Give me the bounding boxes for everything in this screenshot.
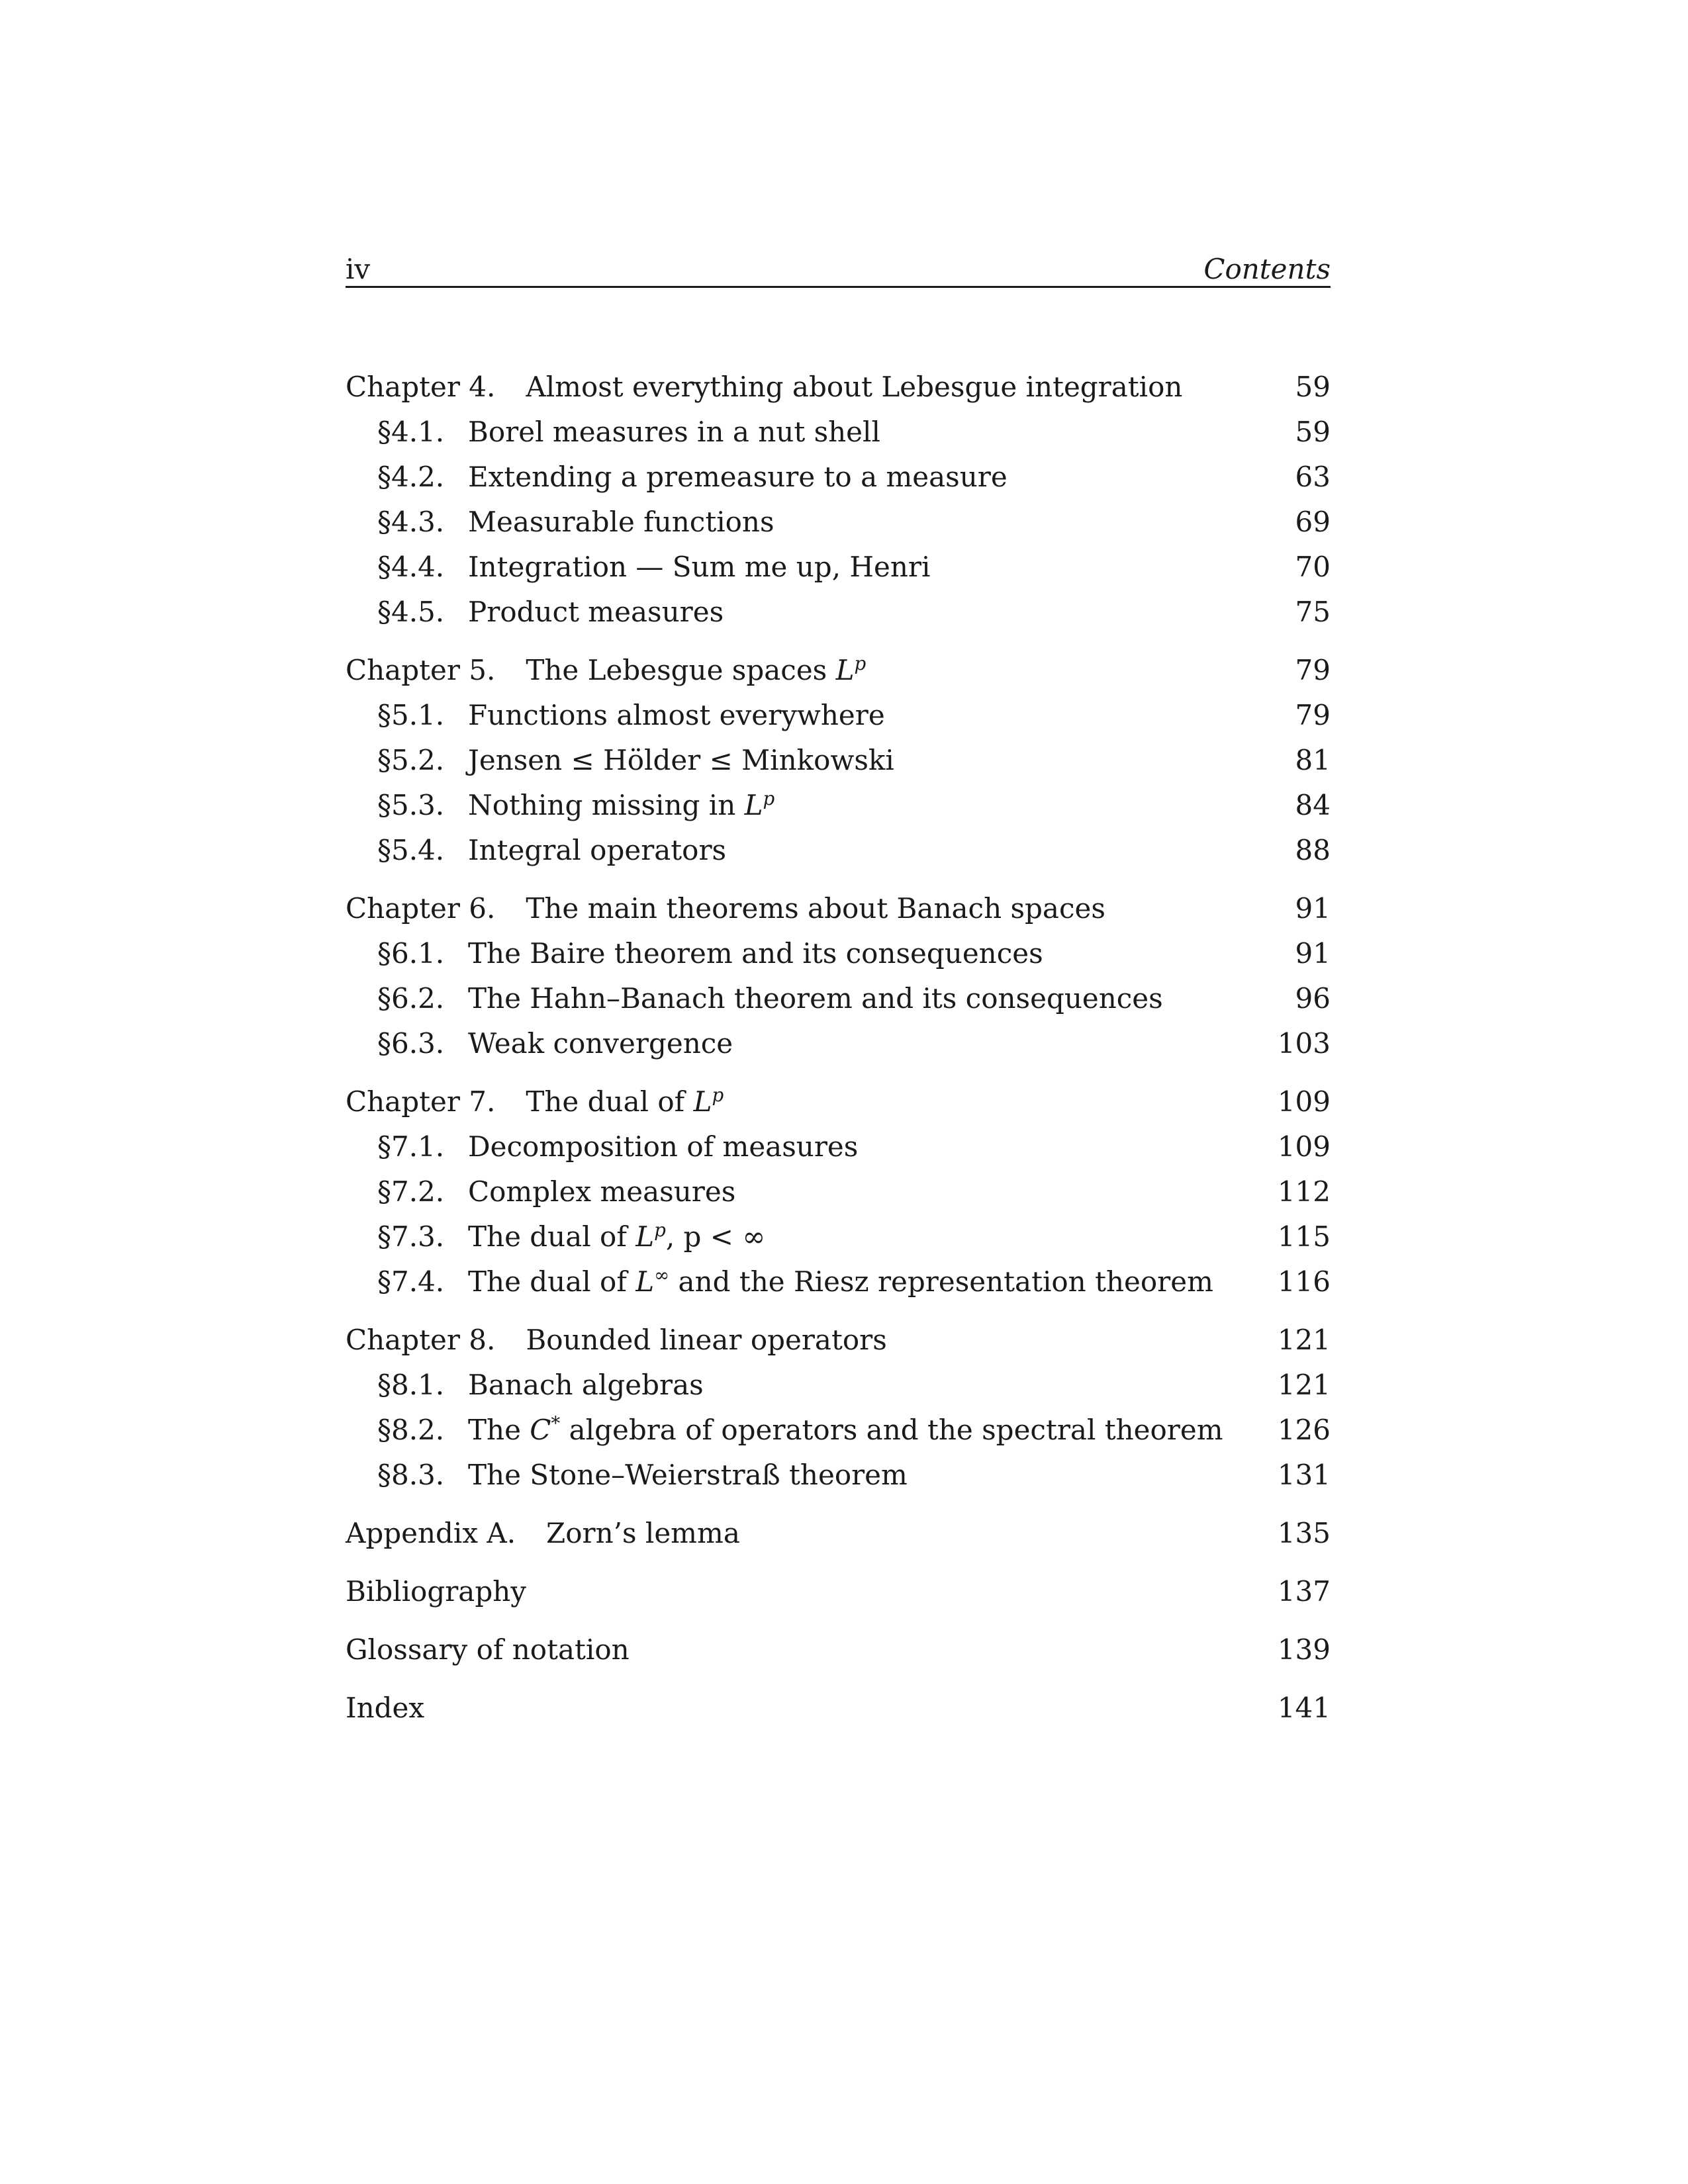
section-label: §8.3. — [377, 1459, 445, 1491]
toc-index[interactable] — [346, 1686, 1331, 1731]
section-title: Extending a premeasure to a measure — [468, 461, 1008, 493]
chapter-title: Almost everything about Lebesgue integration — [526, 371, 1183, 403]
section-title: Banach algebras — [468, 1369, 704, 1401]
math-superscript: p — [654, 1218, 666, 1241]
page-ref: 70 — [1295, 551, 1331, 583]
toc-section-6-1[interactable] — [346, 931, 1331, 976]
title-text: The dual of — [468, 1220, 627, 1253]
chapter-title: The main theorems about Banach spaces — [526, 892, 1105, 925]
section-label: §5.1. — [377, 699, 445, 731]
section-label: §4.4. — [377, 551, 445, 583]
page-content — [346, 238, 1331, 1744]
section-label: §5.4. — [377, 834, 445, 866]
toc-appendix-a[interactable] — [346, 1511, 1331, 1556]
toc-section-5-2[interactable] — [346, 738, 1331, 783]
page-ref: 131 — [1277, 1459, 1331, 1491]
toc-section-7-4[interactable] — [346, 1259, 1331, 1304]
math-symbol: L — [693, 1085, 712, 1118]
section-title: Integral operators — [468, 834, 727, 866]
page-ref: 115 — [1277, 1220, 1331, 1253]
chapter-6-group — [346, 886, 1331, 1066]
section-title: Integration — Sum me up, Henri — [468, 551, 931, 583]
toc-section-8-2[interactable] — [346, 1408, 1331, 1453]
toc-glossary[interactable] — [346, 1627, 1331, 1672]
section-title: Measurable functions — [468, 506, 774, 538]
page-ref: 69 — [1295, 506, 1331, 538]
math-superscript: p — [712, 1083, 724, 1106]
appendix-title: Zorn’s lemma — [546, 1517, 740, 1549]
section-label: §7.1. — [377, 1130, 445, 1163]
math-superscript: ∞ — [654, 1263, 670, 1286]
running-head — [346, 238, 1331, 288]
section-label: §4.3. — [377, 506, 445, 538]
page-ref: 63 — [1295, 461, 1331, 493]
page-ref: 91 — [1295, 937, 1331, 970]
section-title — [468, 1220, 765, 1253]
page-ref: 121 — [1277, 1369, 1331, 1401]
toc-section-4-1[interactable] — [346, 410, 1331, 455]
chapter-label: Chapter 5. — [346, 654, 496, 686]
page-ref: 84 — [1295, 789, 1331, 821]
page-ref: 135 — [1277, 1517, 1331, 1549]
chapter-7-group — [346, 1079, 1331, 1304]
section-title: Complex measures — [468, 1175, 736, 1208]
chapter-4-group — [346, 365, 1331, 635]
section-title: Decomposition of measures — [468, 1130, 859, 1163]
chapter-5-group — [346, 648, 1331, 873]
running-title: Contents — [1203, 253, 1331, 285]
math-symbol: L — [635, 1220, 655, 1253]
section-title: The Hahn–Banach theorem and its consequences — [468, 982, 1163, 1015]
chapter-label: Chapter 4. — [346, 371, 496, 403]
section-title: Weak convergence — [468, 1027, 733, 1060]
page-ref: 121 — [1277, 1324, 1331, 1356]
toc-chapter-8[interactable] — [346, 1318, 1331, 1363]
page-ref: 96 — [1295, 982, 1331, 1015]
chapter-label: Chapter 6. — [346, 892, 496, 925]
back-matter-title: Index — [346, 1692, 425, 1724]
toc-section-6-2[interactable] — [346, 976, 1331, 1021]
chapter-8-group — [346, 1318, 1331, 1498]
math-superscript: * — [551, 1412, 561, 1434]
math-symbol: C — [530, 1414, 551, 1446]
page-ref: 109 — [1277, 1130, 1331, 1163]
page-ref: 141 — [1277, 1692, 1331, 1724]
title-text: The Lebesgue spaces — [526, 654, 827, 686]
page-ref: 59 — [1295, 416, 1331, 448]
math-superscript: p — [763, 787, 775, 809]
appendix-label: Appendix A. — [346, 1517, 516, 1549]
page-ref: 59 — [1295, 371, 1331, 403]
section-label: §5.3. — [377, 789, 445, 821]
math-superscript: p — [854, 652, 867, 674]
section-title — [468, 1265, 1213, 1298]
toc-chapter-7[interactable] — [346, 1079, 1331, 1124]
toc-section-4-2[interactable] — [346, 455, 1331, 500]
title-text: Nothing missing in — [468, 789, 736, 821]
page-ref: 79 — [1295, 654, 1331, 686]
title-text: The dual of — [526, 1085, 685, 1118]
section-label: §6.3. — [377, 1027, 445, 1060]
chapter-title — [526, 1085, 724, 1118]
section-title: Product measures — [468, 596, 724, 628]
page-number: iv — [346, 253, 371, 285]
title-text: The dual of — [468, 1265, 627, 1298]
back-matter-title: Bibliography — [346, 1575, 526, 1608]
page-ref: 116 — [1277, 1265, 1331, 1298]
section-label: §4.5. — [377, 596, 445, 628]
math-symbol: L — [744, 789, 763, 821]
section-title: The Baire theorem and its consequences — [468, 937, 1043, 970]
section-title — [468, 789, 774, 821]
toc-section-5-1[interactable] — [346, 693, 1331, 738]
page-ref: 91 — [1295, 892, 1331, 925]
title-text: The — [468, 1414, 521, 1446]
chapter-label: Chapter 7. — [346, 1085, 496, 1118]
table-of-contents — [346, 365, 1331, 1731]
section-label: §6.1. — [377, 937, 445, 970]
chapter-label: Chapter 8. — [346, 1324, 496, 1356]
toc-chapter-4[interactable] — [346, 365, 1331, 410]
section-label: §7.4. — [377, 1265, 445, 1298]
back-matter-title: Glossary of notation — [346, 1633, 630, 1666]
toc-section-4-4[interactable] — [346, 545, 1331, 590]
section-label: §7.3. — [377, 1220, 445, 1253]
toc-chapter-5[interactable] — [346, 648, 1331, 693]
page-ref: 79 — [1295, 699, 1331, 731]
page-ref: 112 — [1277, 1175, 1331, 1208]
toc-section-8-3[interactable] — [346, 1453, 1331, 1498]
toc-section-7-3[interactable] — [346, 1214, 1331, 1259]
page-ref: 81 — [1295, 744, 1331, 776]
page-ref: 137 — [1277, 1575, 1331, 1608]
section-title: The Stone–Weierstraß theorem — [468, 1459, 908, 1491]
toc-bibliography[interactable] — [346, 1569, 1331, 1614]
section-title — [468, 1414, 1223, 1446]
chapter-title: Bounded linear operators — [526, 1324, 887, 1356]
page-ref: 103 — [1277, 1027, 1331, 1060]
section-title: Jensen ≤ Hölder ≤ Minkowski — [468, 744, 894, 776]
chapter-title — [526, 654, 866, 686]
math-symbol: L — [835, 654, 855, 686]
toc-section-8-1[interactable] — [346, 1363, 1331, 1408]
section-label: §4.1. — [377, 416, 445, 448]
page-ref: 109 — [1277, 1085, 1331, 1118]
math-symbol: L — [635, 1265, 655, 1298]
page-ref: 88 — [1295, 834, 1331, 866]
toc-section-4-5[interactable] — [346, 590, 1331, 635]
toc-section-5-3[interactable] — [346, 783, 1331, 828]
page-ref: 139 — [1277, 1633, 1331, 1666]
toc-section-6-3[interactable] — [346, 1021, 1331, 1066]
section-label: §4.2. — [377, 461, 445, 493]
section-label: §7.2. — [377, 1175, 445, 1208]
section-label: §5.2. — [377, 744, 445, 776]
section-title: Functions almost everywhere — [468, 699, 885, 731]
title-after: and the Riesz representation theorem — [669, 1265, 1213, 1298]
toc-section-5-4[interactable] — [346, 828, 1331, 873]
section-title: Borel measures in a nut shell — [468, 416, 880, 448]
section-label: §8.2. — [377, 1414, 445, 1446]
title-after: algebra of operators and the spectral theorem — [560, 1414, 1223, 1446]
toc-chapter-6[interactable] — [346, 886, 1331, 931]
section-label: §8.1. — [377, 1369, 445, 1401]
page-ref: 75 — [1295, 596, 1331, 628]
toc-section-4-3[interactable] — [346, 500, 1331, 545]
toc-section-7-1[interactable] — [346, 1124, 1331, 1169]
title-after: , p < ∞ — [665, 1220, 766, 1253]
page-ref: 126 — [1277, 1414, 1331, 1446]
section-label: §6.2. — [377, 982, 445, 1015]
toc-section-7-2[interactable] — [346, 1169, 1331, 1214]
